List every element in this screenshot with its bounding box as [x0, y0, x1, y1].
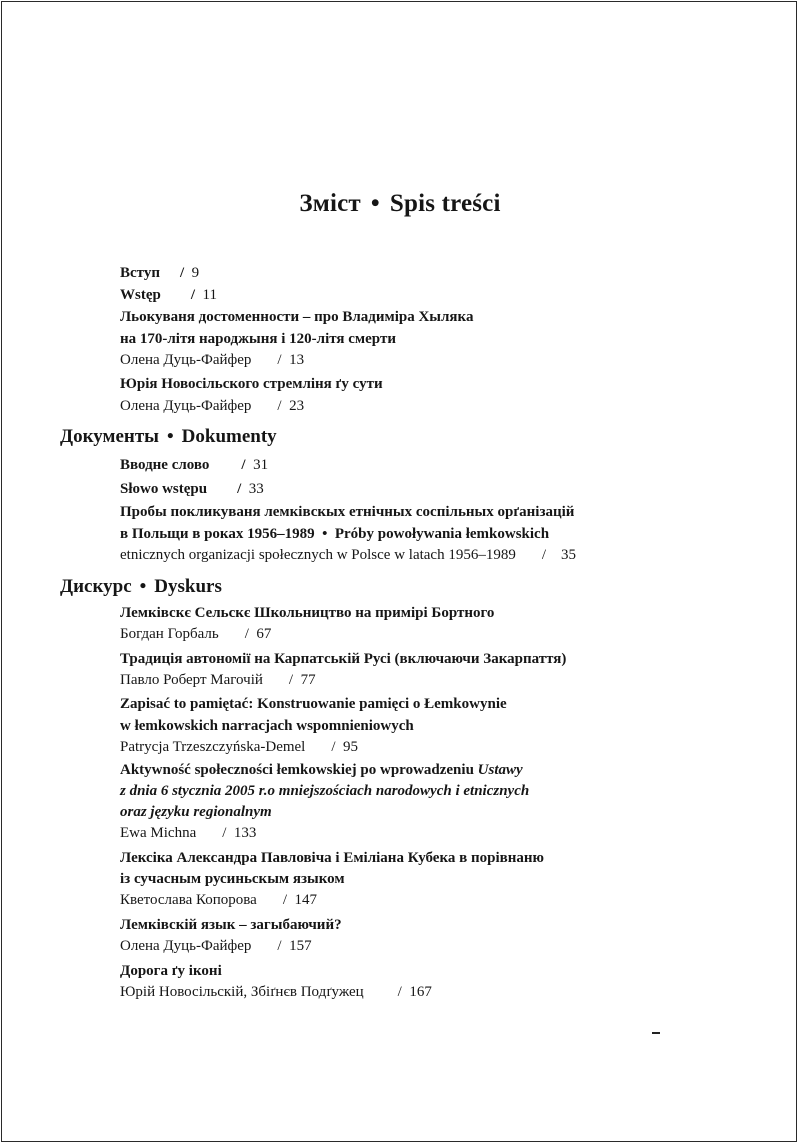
toc-entry-title-line[interactable]: Дорога ґу іконі: [120, 963, 222, 979]
slash: /: [282, 892, 287, 908]
toc-entry-title-line[interactable]: Традиція автономії на Карпатській Русі (включаючи Закарпаття): [120, 651, 567, 667]
author: Юрій Новосільскій, Збіґнєв Подґужец: [120, 984, 364, 1000]
page-number: 9: [191, 265, 200, 281]
heading-ukrainian: Документы: [60, 426, 159, 447]
toc-entry-title-line[interactable]: [120, 760, 523, 780]
toc-entry-title-line[interactable]: z dnia 6 stycznia 2005 r.o mniejszościach narodowych i etnicznych: [120, 783, 530, 799]
slash: /: [241, 457, 246, 473]
toc-entry-author: [120, 823, 256, 843]
toc-entry-title-line[interactable]: [120, 545, 576, 565]
page-number: 31: [253, 457, 269, 473]
toc-entry-slowo-wstepu[interactable]: [120, 479, 264, 499]
toc-entry-title-line[interactable]: на 170-літя народжыня і 120-літя смерти: [120, 331, 396, 347]
page-number: 133: [233, 825, 257, 841]
slash: /: [190, 287, 196, 303]
toc-entry-title-line[interactable]: Пробы покликуваня лемківскых етнічных соспільных орґанізацій: [120, 504, 575, 520]
slash: /: [397, 984, 402, 1000]
author: Олена Дуць-Файфер: [120, 398, 252, 414]
page-number: 13: [289, 352, 305, 368]
title-ukrainian: Зміст: [299, 190, 361, 217]
toc-entry-author: [120, 624, 271, 644]
title-part: etnicznych organizacji społecznych w Polsce w latach 1956–1989: [120, 547, 516, 563]
title-part: Aktywność społeczności łemkowskiej po wprowadzeniu: [120, 762, 478, 778]
toc-entry-title-line[interactable]: oraz języku regionalnym: [120, 804, 272, 820]
slash: /: [277, 938, 282, 954]
heading-bullet: •: [167, 426, 174, 447]
slash: /: [331, 739, 336, 755]
page-number: 67: [256, 626, 272, 642]
slash: /: [244, 626, 249, 642]
slash: /: [237, 481, 242, 497]
author: Patrycja Trzeszczyńska-Demel: [120, 739, 306, 755]
toc-entry-author: [120, 396, 304, 416]
heading-ukrainian: Дискурс: [60, 576, 132, 597]
title-polish: Spis treści: [389, 190, 501, 217]
section-heading-discourse: [60, 576, 222, 598]
toc-entry-title-line[interactable]: Юрія Новосільского стремліня ґу сути: [120, 376, 383, 392]
toc-entry-vstup[interactable]: [120, 263, 199, 283]
author: Олена Дуць-Файфер: [120, 938, 252, 954]
toc-entry-title-line[interactable]: [120, 524, 549, 544]
toc-entry-vvodne-slovo[interactable]: [120, 455, 268, 475]
slash: /: [288, 672, 294, 688]
page-number: 167: [409, 984, 432, 1000]
section-heading-documents: [60, 426, 277, 448]
toc-entry-author: [120, 890, 317, 910]
title-part: Próby powoływania łemkowskich: [334, 526, 550, 542]
page-number: 95: [343, 739, 359, 755]
print-mark: [652, 1032, 660, 1034]
heading-polish: Dokumenty: [181, 426, 277, 447]
page-number: 35: [561, 547, 577, 563]
page-number: 23: [289, 398, 305, 414]
author: Богдан Горбаль: [120, 626, 219, 642]
author: Олена Дуць-Файфер: [120, 352, 252, 368]
author: Ewa Michna: [120, 825, 197, 841]
page-number: 147: [294, 892, 317, 908]
toc-entry-author: [120, 350, 304, 370]
page-title: [0, 190, 800, 218]
toc-entry-title-line[interactable]: Лексіка Александра Павловіча і Еміліана Кубека в порівнаню: [120, 850, 544, 866]
page-number: 77: [300, 672, 316, 688]
toc-entry-author: [120, 936, 312, 956]
toc-entry-title-line[interactable]: Лемківскє Сельскє Школьництво на примірі Бортного: [120, 605, 495, 621]
slash: /: [277, 398, 282, 414]
entry-title: Słowo wstępu: [120, 481, 208, 497]
toc-entry-title-line[interactable]: із сучасным русиньскым языком: [120, 871, 345, 887]
entry-title: Вступ: [120, 265, 160, 281]
entry-title: Wstęp: [120, 287, 161, 303]
slash: /: [277, 352, 282, 368]
title-bullet: •: [370, 190, 380, 217]
toc-entry-title-line[interactable]: Лемківскій язык – загыбаючий?: [120, 917, 342, 933]
entry-title: Вводне слово: [120, 457, 210, 473]
toc-entry-title-line[interactable]: w łemkowskich narracjach wspomnieniowych: [120, 718, 414, 734]
page-number: 157: [289, 938, 312, 954]
toc-entry-author: [120, 737, 358, 757]
slash: /: [179, 265, 185, 281]
page-number: 33: [248, 481, 264, 497]
bullet: •: [322, 526, 328, 542]
title-part: в Польщи в роках 1956–1989: [120, 526, 315, 542]
slash: /: [541, 547, 547, 563]
toc-entry-title-line[interactable]: Zapisać to pamiętać: Konstruowanie pamięci o Łemkowynie: [120, 696, 507, 712]
toc-entry-title-line[interactable]: Льокуваня достоменности – про Владиміра Хыляка: [120, 309, 474, 325]
slash: /: [222, 825, 227, 841]
heading-polish: Dyskurs: [154, 576, 222, 597]
toc-entry-author: [120, 670, 316, 690]
page-number: 11: [202, 287, 217, 303]
title-part-italic: Ustawy: [477, 762, 523, 778]
toc-entry-author: [120, 982, 432, 1002]
toc-entry-wstep[interactable]: [120, 285, 217, 305]
heading-bullet: •: [139, 576, 147, 597]
author: Павло Роберт Магочій: [120, 672, 263, 688]
author: Кветослава Копорова: [120, 892, 257, 908]
